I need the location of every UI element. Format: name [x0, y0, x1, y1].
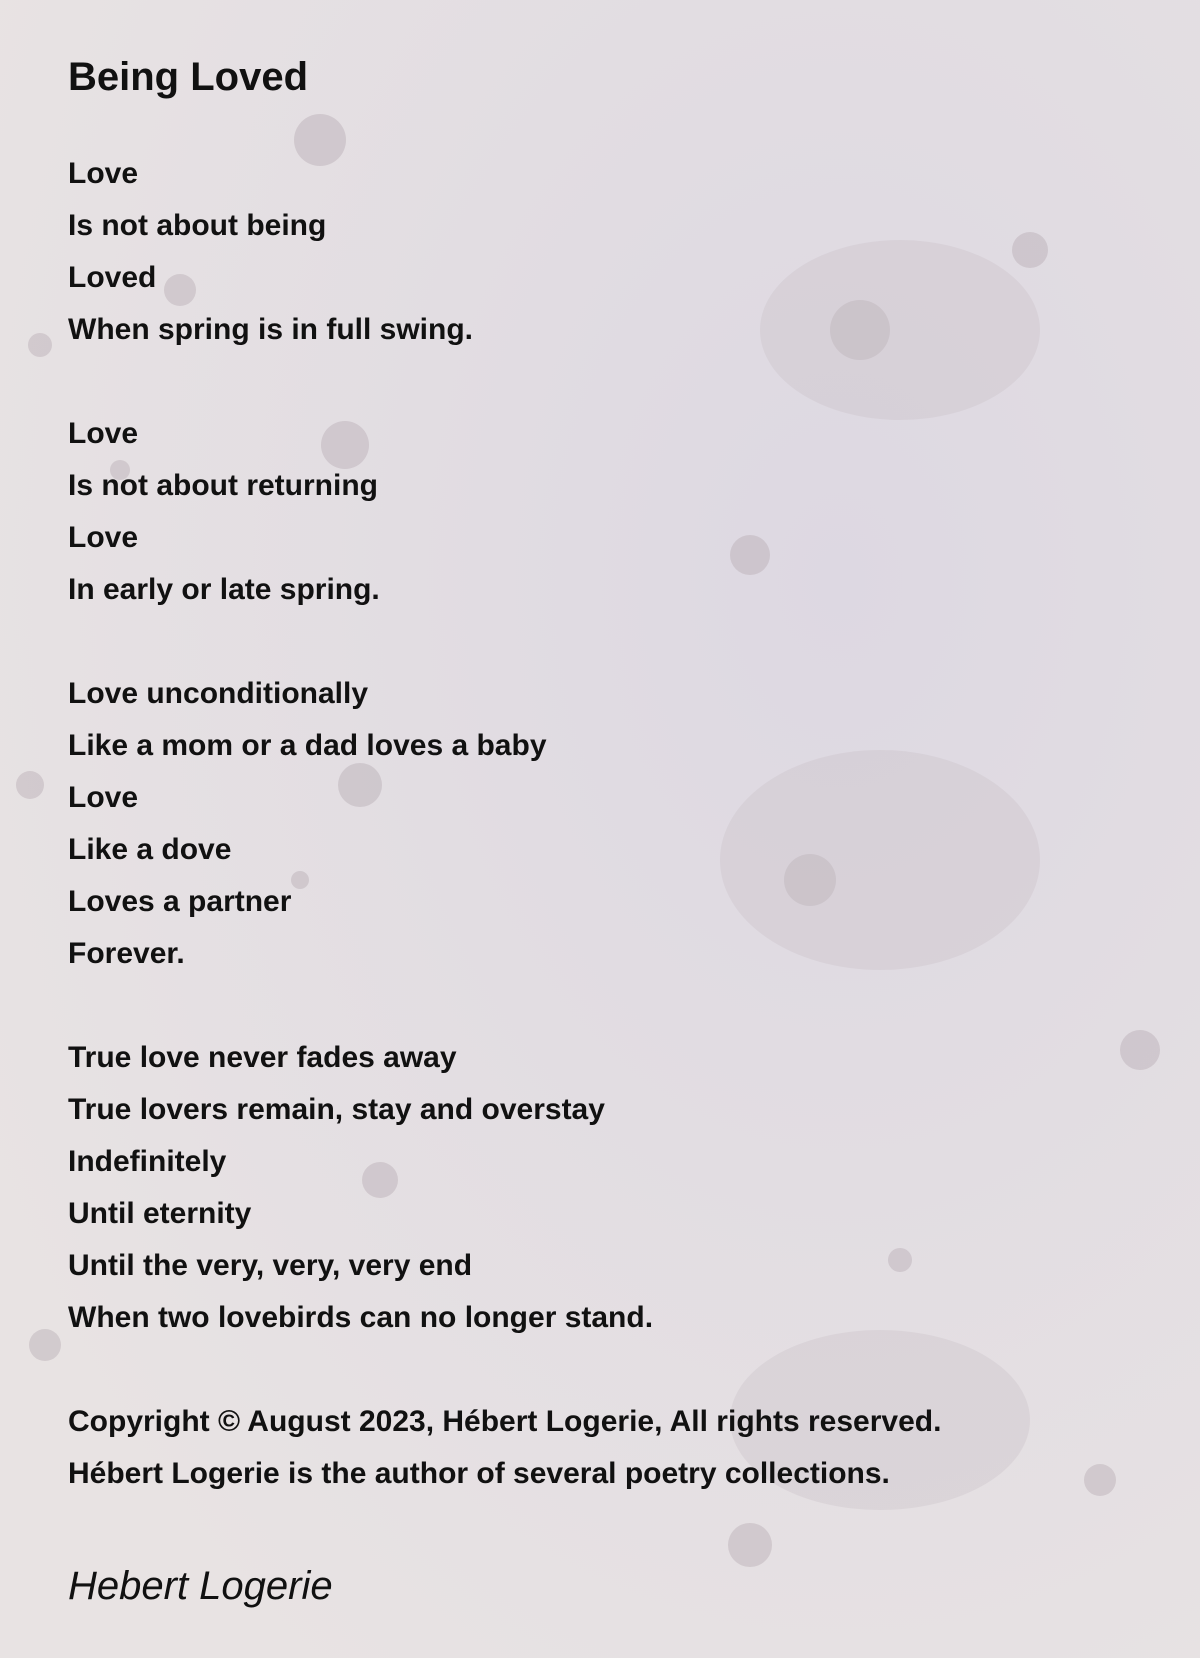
copyright-notice [68, 1396, 1148, 1500]
stanza [68, 408, 1148, 616]
stanza [68, 1032, 1148, 1344]
poem-page [68, 50, 1148, 1612]
poem-line: In early or late spring. [68, 573, 380, 606]
poem-line: Until eternity [68, 1197, 252, 1230]
copyright-line: Copyright © August 2023, Hébert Logerie, All rights reserved. [68, 1405, 942, 1438]
poem-line: Love unconditionally [68, 677, 369, 710]
author-bio-line: Hébert Logerie is the author of several poetry collections. [68, 1457, 890, 1490]
poem-title: Being Loved [68, 55, 309, 99]
poem-line: Love [68, 781, 139, 814]
poem-line: Love [68, 157, 139, 190]
poem-line: Until the very, very, very end [68, 1249, 473, 1282]
poem-line: Loved [68, 261, 157, 294]
author-signature: Hebert Logerie [68, 1564, 333, 1608]
stanza [68, 148, 1148, 356]
poem-line: Indefinitely [68, 1145, 227, 1178]
poem-line: True love never fades away [68, 1041, 457, 1074]
poem-line: Like a dove [68, 833, 232, 866]
poem-line: True lovers remain, stay and overstay [68, 1093, 605, 1126]
poem-line: When two lovebirds can no longer stand. [68, 1301, 654, 1334]
poem-line: Loves a partner [68, 885, 292, 918]
poem-line: Is not about being [68, 209, 327, 242]
poem-line: When spring is in full swing. [68, 313, 473, 346]
poem-line: Is not about returning [68, 469, 378, 502]
stanza [68, 668, 1148, 980]
poem-line: Forever. [68, 937, 185, 970]
poem-line: Like a mom or a dad loves a baby [68, 729, 547, 762]
poem-line: Love [68, 521, 139, 554]
poem-line: Love [68, 417, 139, 450]
